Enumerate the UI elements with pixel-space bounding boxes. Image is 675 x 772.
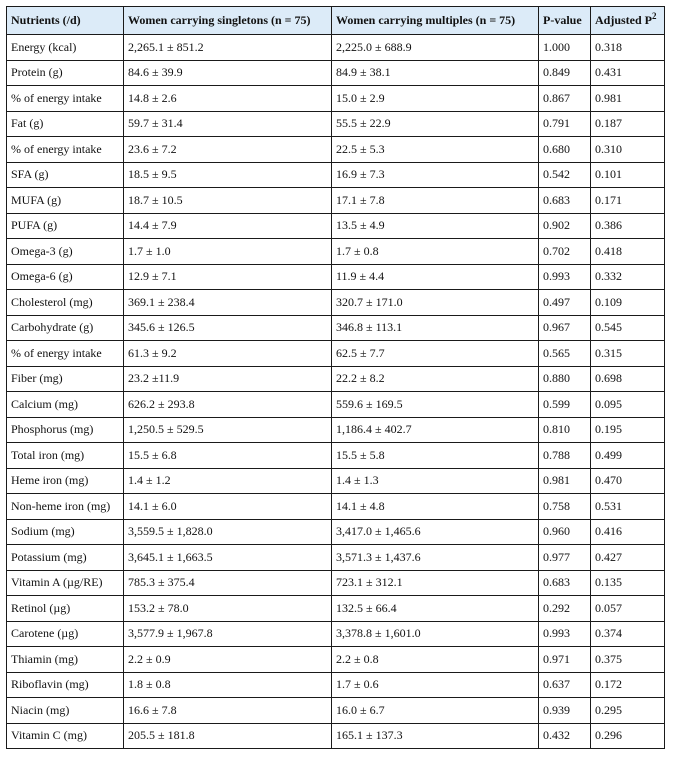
- cell-pvalue: 0.788: [539, 443, 591, 469]
- cell-nutrient: % of energy intake: [7, 341, 124, 367]
- table-row: [7, 621, 665, 647]
- cell-pvalue: 0.971: [539, 647, 591, 673]
- cell-singletons: 2,265.1 ± 851.2: [124, 35, 332, 61]
- cell-singletons: 3,645.1 ± 1,663.5: [124, 545, 332, 571]
- cell-adjusted: 0.057: [591, 596, 665, 622]
- cell-multiples: 84.9 ± 38.1: [332, 60, 539, 86]
- cell-adjusted: 0.187: [591, 111, 665, 137]
- cell-multiples: 16.0 ± 6.7: [332, 698, 539, 724]
- cell-pvalue: 0.791: [539, 111, 591, 137]
- header-adjusted-p-label: Adjusted P: [595, 13, 653, 27]
- cell-multiples: 22.2 ± 8.2: [332, 366, 539, 392]
- cell-nutrient: Potassium (mg): [7, 545, 124, 571]
- cell-pvalue: 1.000: [539, 35, 591, 61]
- cell-multiples: 17.1 ± 7.8: [332, 188, 539, 214]
- cell-nutrient: Vitamin A (µg/RE): [7, 570, 124, 596]
- table-row: [7, 213, 665, 239]
- cell-pvalue: 0.993: [539, 621, 591, 647]
- table-row: [7, 60, 665, 86]
- table-row: [7, 35, 665, 61]
- cell-singletons: 369.1 ± 238.4: [124, 290, 332, 316]
- cell-multiples: 3,378.8 ± 1,601.0: [332, 621, 539, 647]
- cell-nutrient: PUFA (g): [7, 213, 124, 239]
- cell-multiples: 2,225.0 ± 688.9: [332, 35, 539, 61]
- cell-singletons: 16.6 ± 7.8: [124, 698, 332, 724]
- cell-multiples: 3,417.0 ± 1,465.6: [332, 519, 539, 545]
- cell-multiples: 559.6 ± 169.5: [332, 392, 539, 418]
- cell-adjusted: 0.318: [591, 35, 665, 61]
- cell-singletons: 18.7 ± 10.5: [124, 188, 332, 214]
- cell-pvalue: 0.939: [539, 698, 591, 724]
- cell-singletons: 153.2 ± 78.0: [124, 596, 332, 622]
- table-row: [7, 545, 665, 571]
- cell-pvalue: 0.758: [539, 494, 591, 520]
- cell-adjusted: 0.295: [591, 698, 665, 724]
- table-row: [7, 494, 665, 520]
- cell-pvalue: 0.702: [539, 239, 591, 265]
- table-row: [7, 392, 665, 418]
- table-row: [7, 86, 665, 112]
- cell-singletons: 1.4 ± 1.2: [124, 468, 332, 494]
- cell-pvalue: 0.981: [539, 468, 591, 494]
- table-row: [7, 672, 665, 698]
- cell-pvalue: 0.599: [539, 392, 591, 418]
- cell-nutrient: Niacin (mg): [7, 698, 124, 724]
- cell-multiples: 346.8 ± 113.1: [332, 315, 539, 341]
- cell-pvalue: 0.432: [539, 723, 591, 749]
- header-adjusted-p: [591, 7, 665, 35]
- cell-singletons: 23.6 ± 7.2: [124, 137, 332, 163]
- cell-adjusted: 0.171: [591, 188, 665, 214]
- cell-nutrient: Vitamin C (mg): [7, 723, 124, 749]
- cell-singletons: 14.8 ± 2.6: [124, 86, 332, 112]
- cell-pvalue: 0.680: [539, 137, 591, 163]
- cell-adjusted: 0.531: [591, 494, 665, 520]
- cell-multiples: 15.5 ± 5.8: [332, 443, 539, 469]
- cell-adjusted: 0.698: [591, 366, 665, 392]
- cell-adjusted: 0.101: [591, 162, 665, 188]
- cell-adjusted: 0.195: [591, 417, 665, 443]
- cell-nutrient: Carotene (µg): [7, 621, 124, 647]
- cell-nutrient: Carbohydrate (g): [7, 315, 124, 341]
- table-row: [7, 417, 665, 443]
- table-row: [7, 596, 665, 622]
- cell-multiples: 165.1 ± 137.3: [332, 723, 539, 749]
- cell-multiples: 1,186.4 ± 402.7: [332, 417, 539, 443]
- cell-pvalue: 0.565: [539, 341, 591, 367]
- cell-adjusted: 0.427: [591, 545, 665, 571]
- cell-multiples: 11.9 ± 4.4: [332, 264, 539, 290]
- cell-pvalue: 0.683: [539, 570, 591, 596]
- cell-singletons: 3,559.5 ± 1,828.0: [124, 519, 332, 545]
- table-row: [7, 366, 665, 392]
- cell-nutrient: Fat (g): [7, 111, 124, 137]
- cell-multiples: 3,571.3 ± 1,437.6: [332, 545, 539, 571]
- table-body: [7, 35, 665, 749]
- cell-pvalue: 0.993: [539, 264, 591, 290]
- cell-adjusted: 0.431: [591, 60, 665, 86]
- cell-nutrient: Total iron (mg): [7, 443, 124, 469]
- cell-pvalue: 0.637: [539, 672, 591, 698]
- table-row: [7, 239, 665, 265]
- cell-pvalue: 0.902: [539, 213, 591, 239]
- cell-nutrient: Fiber (mg): [7, 366, 124, 392]
- table-row: [7, 519, 665, 545]
- cell-multiples: 15.0 ± 2.9: [332, 86, 539, 112]
- header-singletons: Women carrying singletons (n = 75): [124, 7, 332, 35]
- cell-pvalue: 0.867: [539, 86, 591, 112]
- cell-nutrient: % of energy intake: [7, 137, 124, 163]
- header-multiples: Women carrying multiples (n = 75): [332, 7, 539, 35]
- cell-nutrient: Energy (kcal): [7, 35, 124, 61]
- header-pvalue: P-value: [539, 7, 591, 35]
- table-row: [7, 341, 665, 367]
- cell-adjusted: 0.332: [591, 264, 665, 290]
- cell-nutrient: Omega-6 (g): [7, 264, 124, 290]
- nutrient-intake-table: [6, 6, 665, 749]
- cell-adjusted: 0.095: [591, 392, 665, 418]
- cell-singletons: 205.5 ± 181.8: [124, 723, 332, 749]
- cell-nutrient: Phosphorus (mg): [7, 417, 124, 443]
- cell-multiples: 320.7 ± 171.0: [332, 290, 539, 316]
- table-row: [7, 315, 665, 341]
- table-row: [7, 290, 665, 316]
- cell-pvalue: 0.977: [539, 545, 591, 571]
- cell-pvalue: 0.880: [539, 366, 591, 392]
- table-header: [7, 7, 665, 35]
- cell-adjusted: 0.109: [591, 290, 665, 316]
- nutrient-table-container: [6, 6, 665, 749]
- cell-singletons: 15.5 ± 6.8: [124, 443, 332, 469]
- cell-adjusted: 0.499: [591, 443, 665, 469]
- cell-singletons: 1.7 ± 1.0: [124, 239, 332, 265]
- table-row: [7, 723, 665, 749]
- table-row: [7, 570, 665, 596]
- cell-pvalue: 0.683: [539, 188, 591, 214]
- table-row: [7, 111, 665, 137]
- cell-singletons: 59.7 ± 31.4: [124, 111, 332, 137]
- cell-nutrient: Riboflavin (mg): [7, 672, 124, 698]
- table-row: [7, 468, 665, 494]
- cell-pvalue: 0.960: [539, 519, 591, 545]
- cell-multiples: 55.5 ± 22.9: [332, 111, 539, 137]
- table-row: [7, 443, 665, 469]
- cell-pvalue: 0.849: [539, 60, 591, 86]
- table-row: [7, 698, 665, 724]
- cell-multiples: 2.2 ± 0.8: [332, 647, 539, 673]
- cell-nutrient: Sodium (mg): [7, 519, 124, 545]
- cell-multiples: 1.7 ± 0.6: [332, 672, 539, 698]
- cell-pvalue: 0.292: [539, 596, 591, 622]
- header-row: [7, 7, 665, 35]
- cell-multiples: 22.5 ± 5.3: [332, 137, 539, 163]
- cell-singletons: 3,577.9 ± 1,967.8: [124, 621, 332, 647]
- cell-adjusted: 0.315: [591, 341, 665, 367]
- cell-singletons: 2.2 ± 0.9: [124, 647, 332, 673]
- cell-adjusted: 0.375: [591, 647, 665, 673]
- table-row: [7, 264, 665, 290]
- cell-singletons: 785.3 ± 375.4: [124, 570, 332, 596]
- cell-adjusted: 0.172: [591, 672, 665, 698]
- cell-adjusted: 0.374: [591, 621, 665, 647]
- cell-nutrient: Omega-3 (g): [7, 239, 124, 265]
- cell-multiples: 13.5 ± 4.9: [332, 213, 539, 239]
- cell-nutrient: Protein (g): [7, 60, 124, 86]
- cell-singletons: 18.5 ± 9.5: [124, 162, 332, 188]
- table-row: [7, 188, 665, 214]
- cell-singletons: 1,250.5 ± 529.5: [124, 417, 332, 443]
- cell-adjusted: 0.470: [591, 468, 665, 494]
- cell-adjusted: 0.386: [591, 213, 665, 239]
- cell-adjusted: 0.310: [591, 137, 665, 163]
- cell-pvalue: 0.542: [539, 162, 591, 188]
- cell-adjusted: 0.135: [591, 570, 665, 596]
- cell-nutrient: Retinol (µg): [7, 596, 124, 622]
- cell-nutrient: SFA (g): [7, 162, 124, 188]
- cell-multiples: 1.7 ± 0.8: [332, 239, 539, 265]
- cell-nutrient: MUFA (g): [7, 188, 124, 214]
- cell-multiples: 723.1 ± 312.1: [332, 570, 539, 596]
- cell-pvalue: 0.497: [539, 290, 591, 316]
- cell-nutrient: Non-heme iron (mg): [7, 494, 124, 520]
- table-row: [7, 647, 665, 673]
- cell-nutrient: % of energy intake: [7, 86, 124, 112]
- cell-multiples: 16.9 ± 7.3: [332, 162, 539, 188]
- cell-nutrient: Thiamin (mg): [7, 647, 124, 673]
- cell-multiples: 1.4 ± 1.3: [332, 468, 539, 494]
- cell-adjusted: 0.545: [591, 315, 665, 341]
- cell-multiples: 132.5 ± 66.4: [332, 596, 539, 622]
- cell-singletons: 84.6 ± 39.9: [124, 60, 332, 86]
- cell-multiples: 14.1 ± 4.8: [332, 494, 539, 520]
- cell-adjusted: 0.981: [591, 86, 665, 112]
- cell-singletons: 14.4 ± 7.9: [124, 213, 332, 239]
- cell-singletons: 12.9 ± 7.1: [124, 264, 332, 290]
- cell-singletons: 1.8 ± 0.8: [124, 672, 332, 698]
- cell-singletons: 61.3 ± 9.2: [124, 341, 332, 367]
- cell-pvalue: 0.810: [539, 417, 591, 443]
- cell-adjusted: 0.296: [591, 723, 665, 749]
- cell-singletons: 23.2 ±11.9: [124, 366, 332, 392]
- cell-pvalue: 0.967: [539, 315, 591, 341]
- header-nutrient: Nutrients (/d): [7, 7, 124, 35]
- table-row: [7, 137, 665, 163]
- cell-nutrient: Cholesterol (mg): [7, 290, 124, 316]
- cell-multiples: 62.5 ± 7.7: [332, 341, 539, 367]
- cell-singletons: 14.1 ± 6.0: [124, 494, 332, 520]
- table-row: [7, 162, 665, 188]
- cell-singletons: 345.6 ± 126.5: [124, 315, 332, 341]
- cell-adjusted: 0.416: [591, 519, 665, 545]
- cell-singletons: 626.2 ± 293.8: [124, 392, 332, 418]
- cell-nutrient: Heme iron (mg): [7, 468, 124, 494]
- cell-adjusted: 0.418: [591, 239, 665, 265]
- cell-nutrient: Calcium (mg): [7, 392, 124, 418]
- header-adjusted-p-superscript: 2: [652, 11, 657, 21]
